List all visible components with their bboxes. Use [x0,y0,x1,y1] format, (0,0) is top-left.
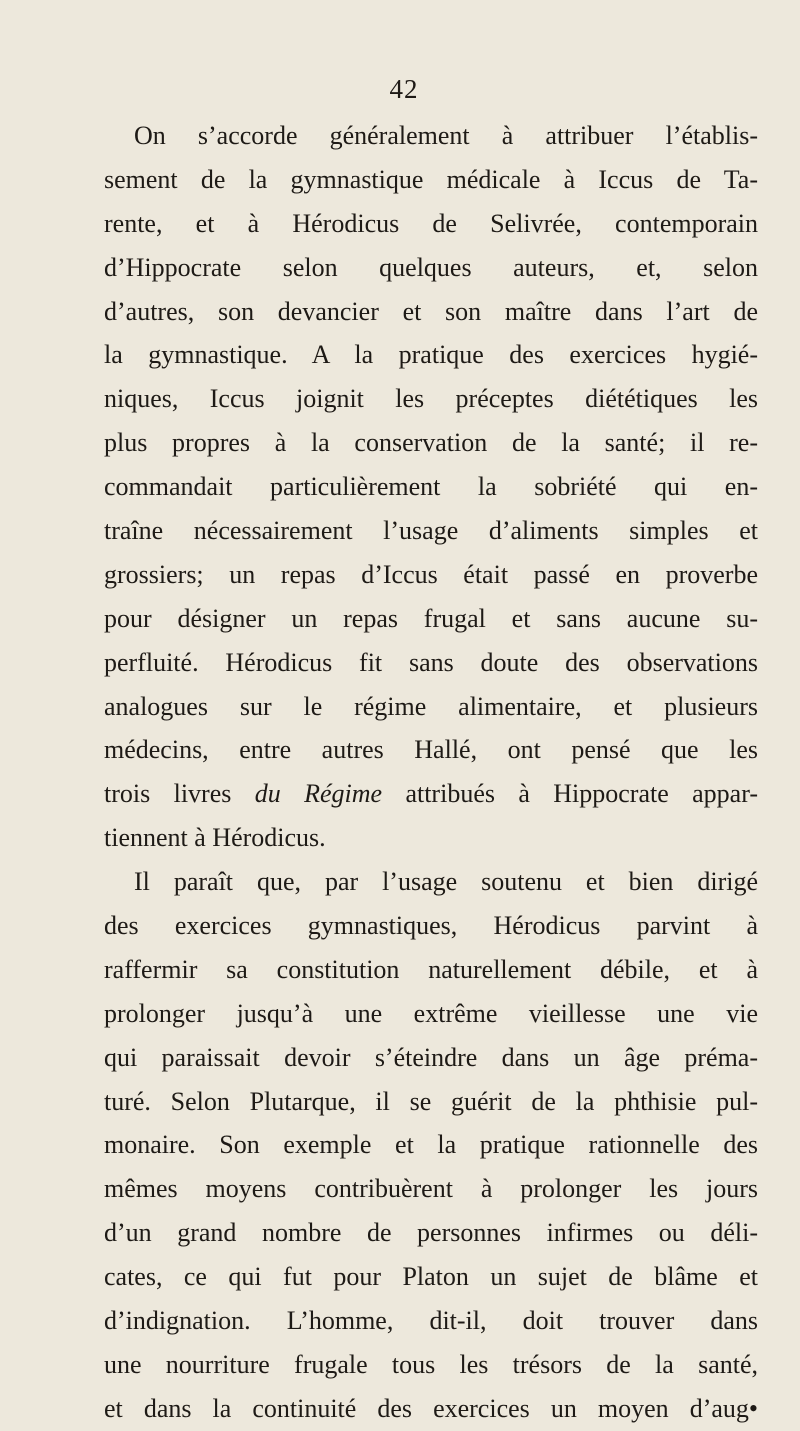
text-line: d’Hippocrate selon quelques auteurs, et, selon [104,252,758,282]
text-line: d’indignation. L’homme, dit-il, doit trouver dans [104,1306,758,1336]
text-line: une nourriture frugale tous les trésors de la santé, [104,1349,758,1379]
text-line: prolonger jusqu’à une extrême vieillesse une vie [104,998,758,1028]
text-line: pour désigner un repas frugal et sans aucune su- [104,603,758,633]
page-number: 42 [389,74,419,104]
text-line: mêmes moyens contribuèrent à prolonger les jours [104,1174,758,1204]
text-line: plus propres à la conservation de la santé; il re- [104,428,758,458]
text-line: analogues sur le régime alimentaire, et plusieurs [104,691,758,721]
text-line: des exercices gymnastiques, Hérodicus parvint à [104,911,758,941]
paragraph-1 [104,114,758,860]
text-line: Il paraît que, par l’usage soutenu et bien dirigé [134,867,758,897]
text-line: tiennent à Hérodicus. [104,823,326,853]
text-line: la gymnastique. A la pratique des exercices hygié- [104,340,758,370]
text-line: d’un grand nombre de personnes infirmes ou déli- [104,1218,758,1248]
text-line: grossiers; un repas d’Iccus était passé en proverbe [104,559,758,589]
text-segment: trois livres [104,779,255,809]
body-text [104,114,758,1431]
text-line: commandait particulièrement la sobriété qui en- [104,472,758,502]
text-line: raffermir sa constitution naturellement débile, et à [104,954,758,984]
paragraph-2 [104,860,758,1431]
text-line: sement de la gymnastique médicale à Iccus de Ta- [104,164,758,194]
text-line: monaire. Son exemple et la pratique rationnelle des [104,1130,758,1160]
text-line: traîne nécessairement l’usage d’aliments simples et [104,516,758,546]
text-line-with-title [104,772,758,816]
text-line: médecins, entre autres Hallé, ont pensé que les [104,735,758,765]
text-line: niques, Iccus joignit les préceptes diététiques les [104,384,758,414]
text-line: cates, ce qui fut pour Platon un sujet de blâme et [104,1262,758,1292]
text-line: d’autres, son devancier et son maître dans l’art de [104,296,758,326]
text-line: rente, et à Hérodicus de Selivrée, contemporain [104,208,758,238]
text-line: perfluité. Hérodicus fit sans doute des observations [104,647,758,677]
text-line: On s’accorde généralement à attribuer l’établis- [134,121,758,150]
book-title: du Régime [254,779,383,809]
text-line: turé. Selon Plutarque, il se guérit de la phthisie pul- [104,1086,758,1116]
text-line: et dans la continuité des exercices un moyen d’aug• [104,1393,758,1423]
text-line: qui paraissait devoir s’éteindre dans un âge préma- [104,1042,758,1072]
text-segment: attribués à Hippocrate appar- [382,779,758,809]
